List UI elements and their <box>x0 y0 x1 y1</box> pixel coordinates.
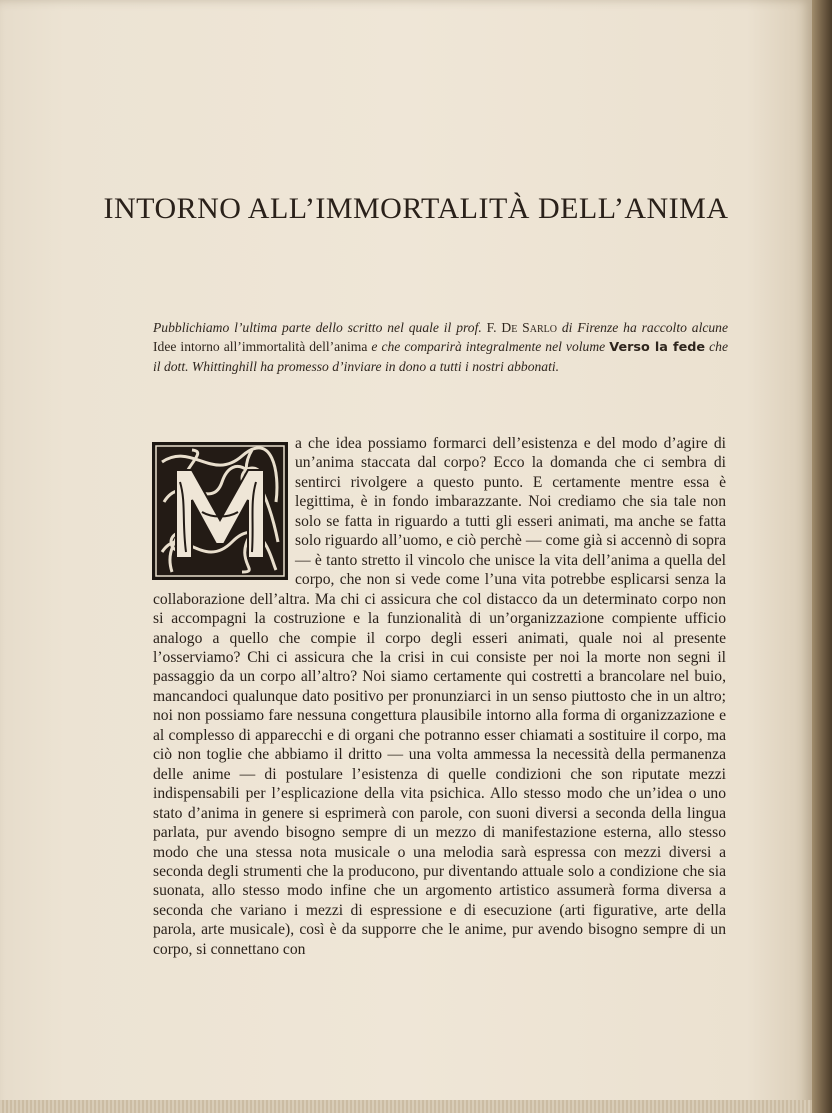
editorial-intro <box>153 318 728 376</box>
article-title: INTORNO ALL’IMMORTALITÀ DELL’ANIMA <box>103 192 729 225</box>
body-paragraph: a che idea possiamo formarci dell’esistenza e del modo d’agire di un’anima staccata dal corpo? Ecco la domanda che ci sembra di sentirci rivolgere a questo punto. E certamente mentre essa è legittima, è in fondo imbarazzante. Noi crediamo che sia tale non solo se fatta in riguardo a tutti gli esseri animati, ma anche se fatta solo riguardo all’uomo, e ciò perchè — come già si accennò di sopra — è tanto stretto il vincolo che unisce la vita dell’anima a quella del corpo, che non si vede come l’una vita potrebbe esplicarsi senza la collaborazione dell’altra. Ma chi ci assicura che col distacco da un determinato corpo non si accompagni la costruzione e la funzionalità di un’organizzazione compiente ufficio analogo a quello che compie il corpo degli esseri animati, quale noi al presente l’osserviamo? Chi ci assicura che la crisi in cui consiste per noi la morte non segni il passaggio da un corpo all’altro? Noi siamo certamente qui costretti a brancolare nel buio, mancandoci qualunque dato positivo per pronunziarci in un senso piuttosto che in un altro; noi non possiamo fare nessuna congettura plausibile intorno alla forma di organizzazione e al complesso di apparecchi e di organi che potranno esser chiamati a sostituire il corpo, ma ciò non toglie che abbiamo il dritto — una volta ammessa la necessità della permanenza delle anime — di postulare l’esistenza di quelle condizioni che son riputate mezzi indispensabili per l’esplicazione della vita psichica. Allo stesso modo che un’idea o uno stato d’anima in genere si esprimerà con parole, con suoni diversi a seconda della lingua parlata, pur avendo bisogno sempre di un mezzo di manifestazione esterna, allo stesso modo che una stessa nota musicale o una melodia sarà espressa con mezzi diversi a seconda degli strumenti che la producono, pur diventando attuale solo a condizione che sia suonata, allo stesso modo infine che un argomento artistico assumerà forma diversa a seconda che variano i mezzi di espressione e di esecuzione (arti figurative, arte della parola, arte musicale), così è da supporre che le anime, pur avendo bisogno sempre di un corpo, si connettano con <box>153 435 726 958</box>
book-title: Verso la fede <box>609 340 706 355</box>
article-body <box>153 434 726 959</box>
work-title: Idee intorno all’immortalità dell’anima <box>153 339 368 354</box>
intro-text-1: Pubblichiamo l’ultima parte dello scritto nel quale il prof. <box>153 320 482 335</box>
page-bottom-edge <box>0 1100 812 1113</box>
next-page-edge <box>812 0 832 1113</box>
intro-text-3: e che comparirà integralmente nel volume <box>371 339 606 354</box>
author-name: F. De Sarlo <box>486 320 557 335</box>
intro-text-4: che il dott. Whittinghill ha promesso d’inviare in dono a tutti i nostri abbonati. <box>153 339 729 374</box>
initial-space <box>153 434 295 589</box>
intro-text-2: di Firenze ha raccolto alcune <box>561 320 729 335</box>
